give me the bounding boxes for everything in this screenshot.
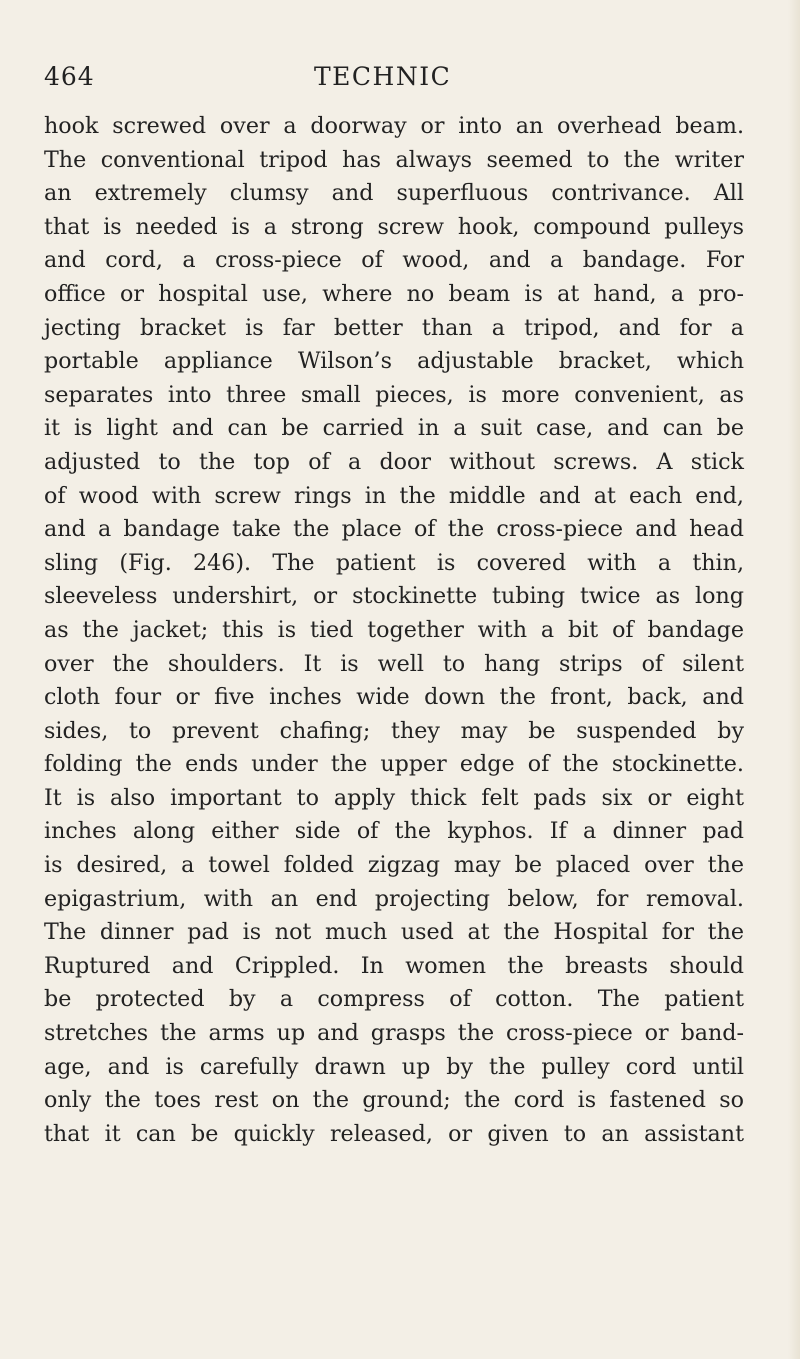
text-line: separates into three small pieces, is more convenient, as [44,381,744,408]
text-line: and a bandage take the place of the cross-piece and head [44,516,744,543]
text-line: that is needed is a strong screw hook, compound pulleys [44,213,744,240]
page-number: 464 [44,62,95,91]
text-line: sleeveless undershirt, or stockinette tubing twice as long [44,583,744,610]
text-line: as the jacket; this is tied together with a bit of bandage [44,616,744,643]
text-line: hook screwed over a doorway or into an overhead beam. [44,113,744,139]
text-line: folding the ends under the upper edge of the stockinette. [44,751,744,778]
text-line: jecting bracket is far better than a tripod, and for a [44,314,744,341]
text-line: It is also important to apply thick felt pads six or eight [44,784,744,811]
text-line: The conventional tripod has always seemed to the writer [44,146,744,173]
text-line: stretches the arms up and grasps the cross-piece or band- [44,1020,744,1047]
running-title: TECHNIC [314,62,452,91]
text-line: The dinner pad is not much used at the Hospital for the [44,919,744,946]
text-line: over the shoulders. It is well to hang strips of silent [44,650,744,677]
text-line: inches along either side of the kyphos. If a dinner pad [44,818,744,845]
text-line: and cord, a cross-piece of wood, and a bandage. For [44,247,744,274]
text-line: of wood with screw rings in the middle and at each end, [44,482,744,509]
page-edge-shadow [788,0,800,1359]
text-line: age, and is carefully drawn up by the pulley cord until [44,1053,744,1080]
text-line: is desired, a towel folded zigzag may be placed over the [44,852,744,879]
text-line: Ruptured and Crippled. In women the breasts should [44,952,744,979]
text-line: cloth four or five inches wide down the front, back, and [44,684,744,711]
body-text [44,110,744,1151]
text-line: portable appliance Wilson’s adjustable bracket, which [44,348,744,375]
text-line: sides, to prevent chafing; they may be suspended by [44,717,744,744]
text-line: epigastrium, with an end projecting below, for removal. [44,885,744,912]
text-line: office or hospital use, where no beam is at hand, a pro- [44,280,744,307]
text-line: sling (Fig. 246). The patient is covered with a thin, [44,549,744,576]
text-line: it is light and can be carried in a suit case, and can be [44,415,744,442]
text-line: that it can be quickly released, or given to an assistant [44,1120,744,1147]
text-line: adjusted to the top of a door without screws. A stick [44,448,744,475]
text-line: an extremely clumsy and superfluous contrivance. All [44,180,744,207]
text-line: be protected by a compress of cotton. The patient [44,986,744,1013]
page-header [44,62,744,102]
text-line: only the toes rest on the ground; the cord is fastened so [44,1087,744,1114]
